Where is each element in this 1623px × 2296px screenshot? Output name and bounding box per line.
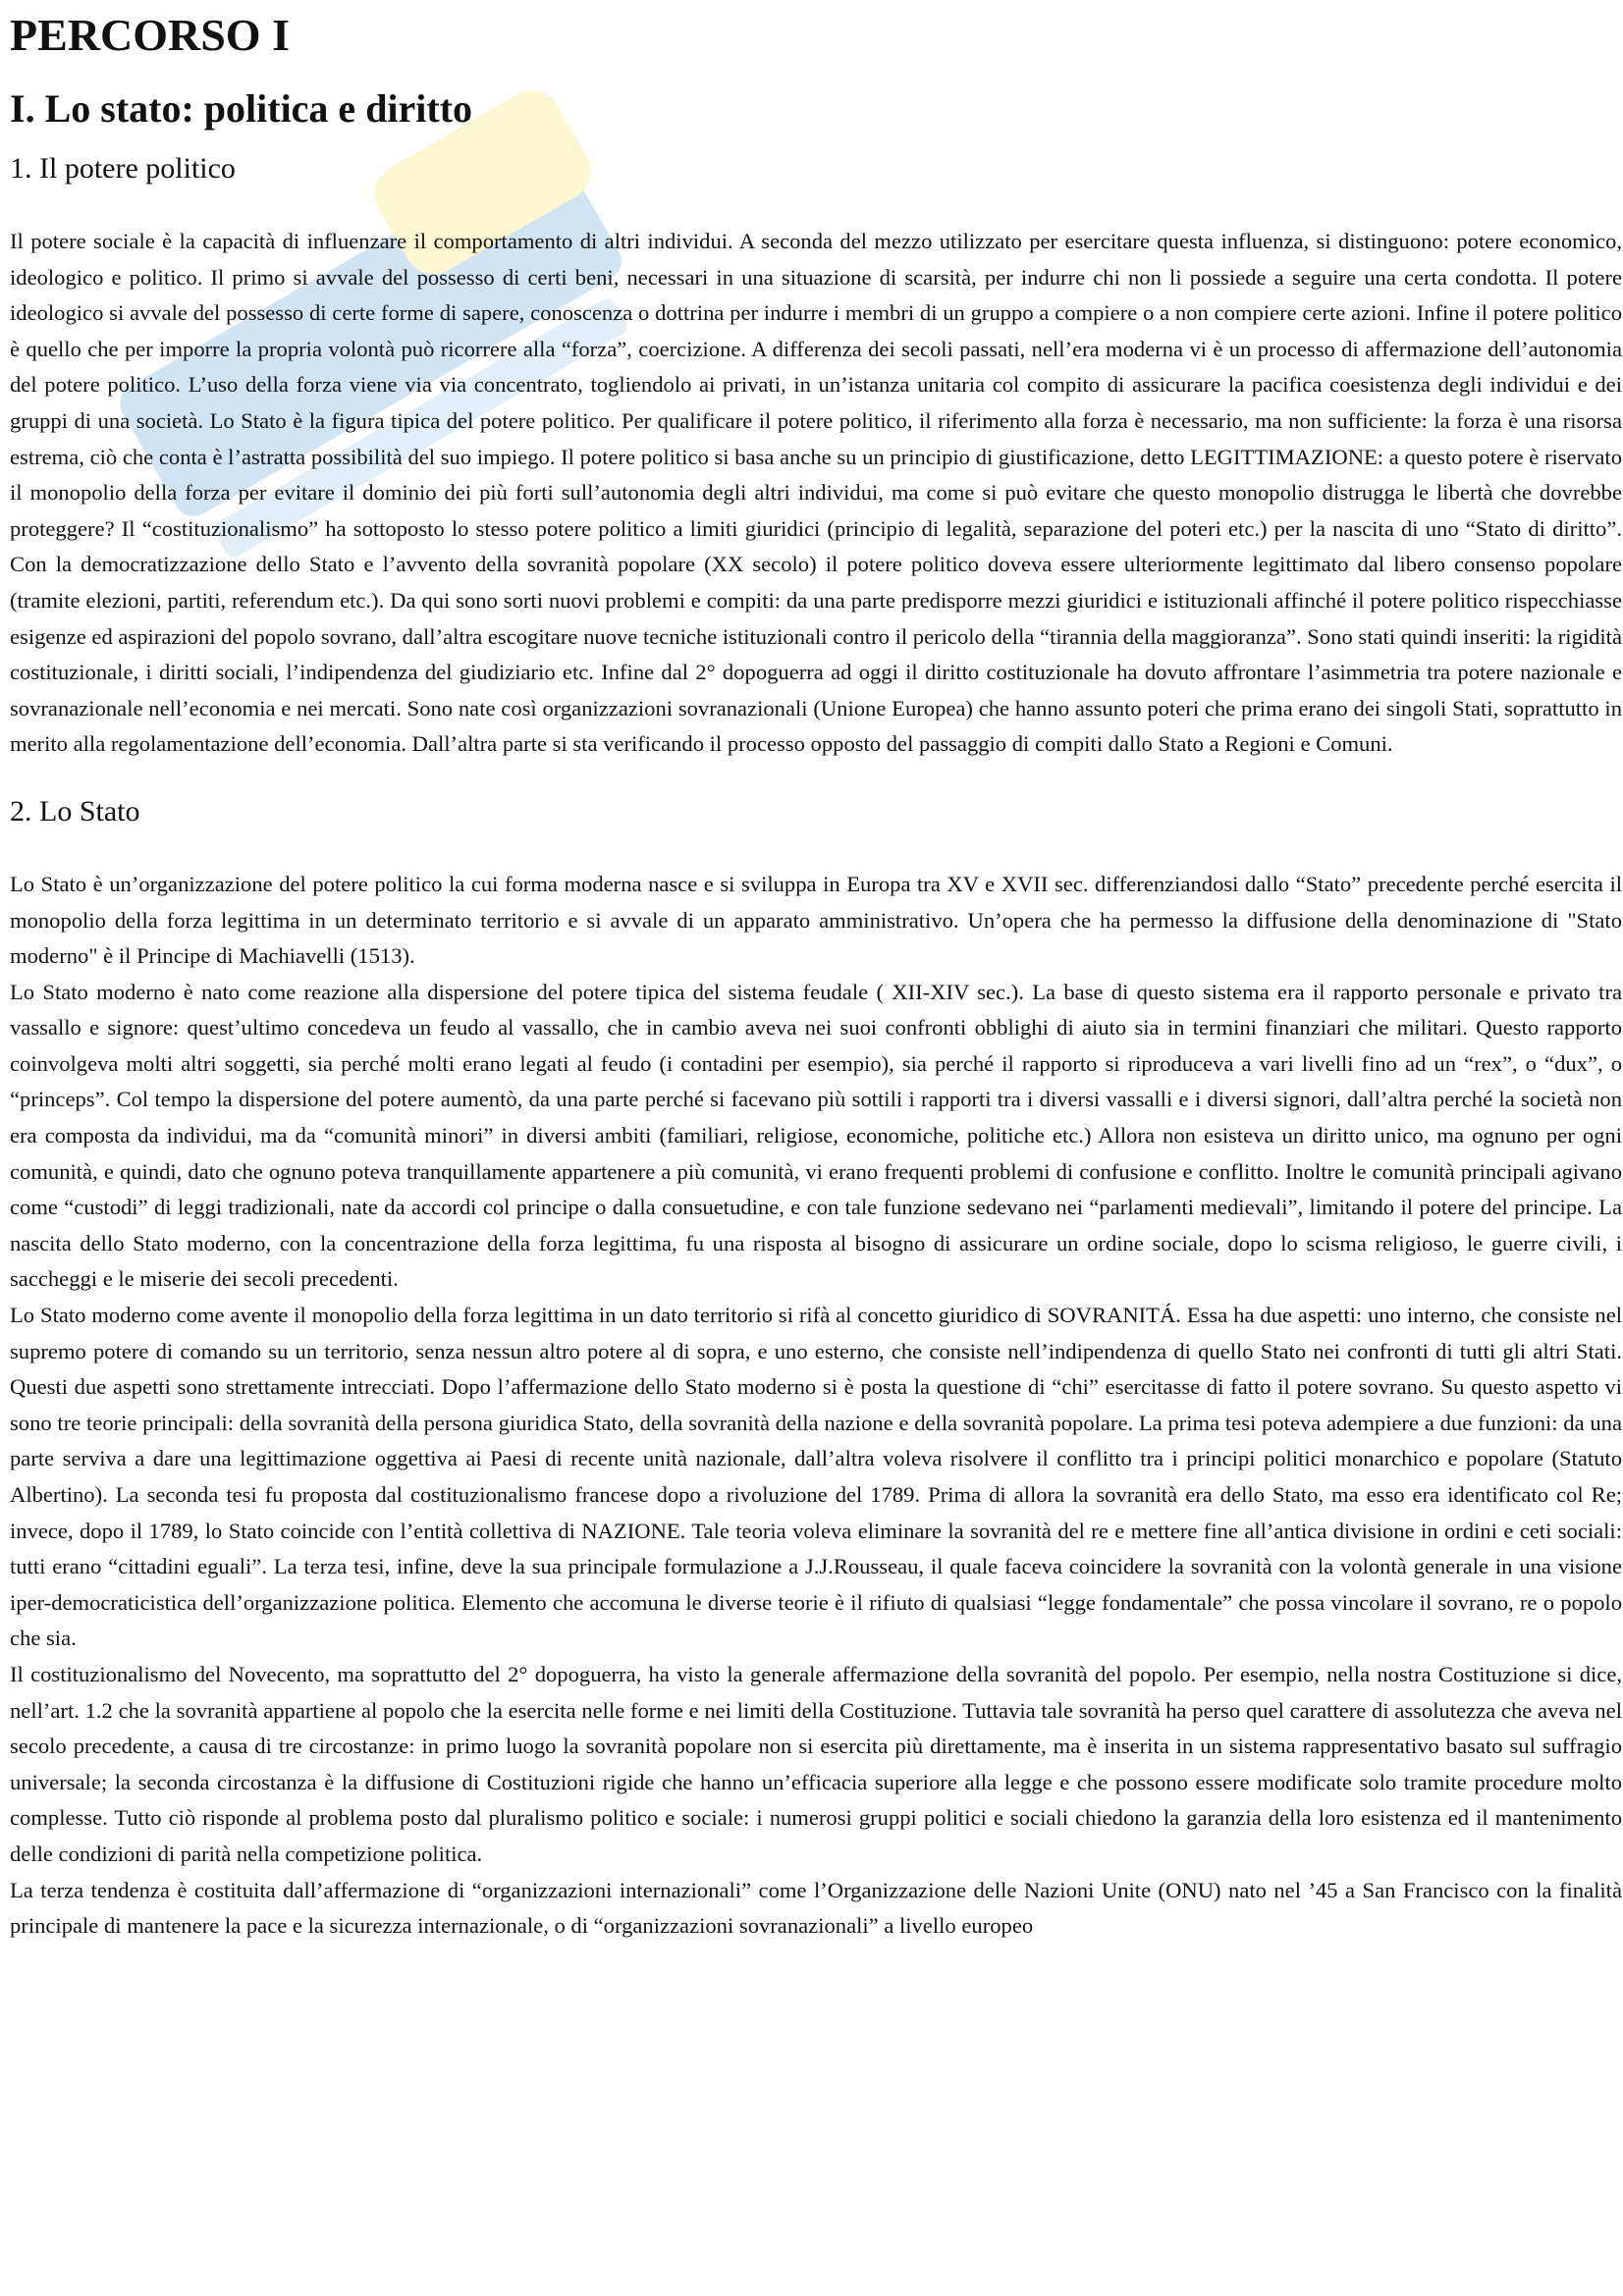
section-paragraph: La terza tendenza è costituita dall’affermazione di “organizzazioni internazionali” come l’Organizzazione delle Nazioni Unite (ONU) nato nel ’45 a San Francisco con la finalità principale di mantenere la pace e la sicurezza internazionale, o di “organizzazioni sovranazionali” a livello europeo (10, 1877, 1622, 1939)
document-page (10, 0, 1622, 1945)
section-paragraph: Il costituzionalismo del Novecento, ma soprattutto del 2° dopoguerra, ha visto la generale affermazione della sovranità del popolo. Per esempio, nella nostra Costituzione si dice, nell’art. 1.2 che la sovranità appartiene al popolo che la esercita nelle forme e nei limiti della Costituzione. Tuttavia tale sovranità ha perso quel carattere di assolutezza che aveva nel secolo precedente, a causa di tre circostanze: in primo luogo la sovranità popolare non si esercita più direttamente, ma è inserita in un sistema rappresentativo basato sul suffragio universale; la seconda circostanza è la diffusione di Costituzioni rigide che hanno un’efficacia superiore alla legge e che possono essere modificate solo tramite procedure molto complesse. Tutto ciò risponde al problema posto dal pluralismo politico e sociale: i numerosi gruppi politici e sociali chiedono la garanzia della loro esistenza ed il mantenimento delle condizioni di parità nella competizione politica. (10, 1661, 1622, 1866)
section-heading-potere-politico: 1. Il potere politico (10, 152, 236, 185)
section-paragraph: Lo Stato moderno è nato come reazione alla dispersione del potere tipica del sistema feudale ( XII-XIV sec.). La base di questo sistema era il rapporto personale e privato tra vassallo e signore: quest’ultimo concedeva un feudo al vassallo, che in cambio aveva nei suoi confronti obblighi di aiuto sia in termini finanziari che militari. Questo rapporto coinvolgeva molti altri soggetti, sia perché molti erano legati al feudo (i contadini per esempio), sia perché il rapporto si riproduceva a vari livelli fino ad un “rex”, o “dux”, o “princeps”. Col tempo la dispersione del potere aumentò, da una parte perché si facevano più sottili i rapporti tra i diversi vassalli e i diversi signori, dall’altra perché la società non era composta da individui, ma da “comunità minori” in diversi ambiti (familiari, religiose, economiche, politiche etc.) Allora non esisteva un diritto unico, ma ognuno per ogni comunità, e quindi, dato che ognuno poteva tranquillamente appartenere a più comunità, vi erano frequenti problemi di confusione e conflitto. Inoltre le comunità principali agivano come “custodi” di leggi tradizionali, nate da accordi col principe o dalla consuetudine, e con tale funzione sedevano nei “parlamenti medievali”, limitando il potere del principe. La nascita dello Stato moderno, con la concentrazione della forza legittima, fu una risposta al bisogno di assicurare un ordine sociale, dopo lo scisma religioso, le guerre civili, i saccheggi e le miserie dei secoli precedenti. (10, 979, 1622, 1292)
section-paragraph: Lo Stato è un’organizzazione del potere politico la cui forma moderna nasce e si sviluppa in Europa tra XV e XVII sec. differenziandosi dallo “Stato” precedente perché esercita il monopolio della forza legittima in un determinato territorio e si avvale di un apparato amministrativo. Un’opera che ha permesso la diffusione della denominazione di "Stato moderno" è il Principe di Machiavelli (1513). (10, 871, 1622, 969)
document-title: PERCORSO I (10, 10, 290, 60)
section-paragraph: Il potere sociale è la capacità di influenzare il comportamento di altri individui. A seconda del mezzo utilizzato per esercitare questa influenza, si distinguono: potere economico, ideologico e politico. Il primo si avvale del possesso di certi beni, necessari in una situazione di scarsità, per indurre chi non li possiede a seguire una certa condotta. Il potere ideologico si avvale del possesso di certe forme di sapere, conoscenza o dottrina per indurre i membri di un gruppo a compiere o a non compiere certe azioni. Infine il potere politico è quello che per imporre la propria volontà può ricorrere alla “forza”, coercizione. A differenza dei secoli passati, nell’era moderna vi è un processo di affermazione dell’autonomia del potere politico. L’uso della forza viene via via concentrato, togliendolo ai privati, in un’istanza unitaria col compito di assicurare la pacifica coesistenza degli individui e dei gruppi di una società. Lo Stato è la figura tipica del potere politico. Per qualificare il potere politico, il riferimento alla forza è necessario, ma non sufficiente: la forza è una risorsa estrema, ciò che conta è l’astratta possibilità del suo impiego. Il potere politico si basa anche su un principio di giustificazione, detto LEGITTIMAZIONE: a questo potere è riservato il monopolio della forza per evitare il dominio dei più forti sull’autonomia degli altri individui, ma come si può evitare che questo monopolio distrugga le libertà che dovrebbe proteggere? Il “costituzionalismo” ha sottoposto lo stesso potere politico a limiti giuridici (principio di legalità, separazione del poteri etc.) per la nascita di uno “Stato di diritto”. Con la democratizzazione dello Stato e l’avvento della sovranità popolare (XX secolo) il potere politico doveva essere ulteriormente legittimato dal libero consenso popolare (tramite elezioni, partiti, referendum etc.). Da qui sono sorti nuovi problemi e compiti: da una parte predisporre mezzi giuridici e istituzionali affinché il potere politico rispecchiasse esigenze ed aspirazioni del popolo sovrano, dall’altra escogitare nuove tecniche istituzionali contro il pericolo della “tirannia della maggioranza”. Sono stati quindi inseriti: la rigidità costituzionale, i diritti sociali, l’indipendenza del giudiziario etc. Infine dal 2° dopoguerra ad oggi il diritto costituzionale ha dovuto affrontare l’asimmetria tra potere nazionale e sovranazionale nell’economia e nei mercati. Sono nate così organizzazioni sovranazionali (Unione Europea) che hanno assunto poteri che prima erano dei singoli Stati, soprattutto in merito alla regolamentazione dell’economia. Dall’altra parte si sta verificando il processo opposto del passaggio di compiti dallo Stato a Regioni e Comuni. (10, 229, 1622, 757)
section-heading-lo-stato: 2. Lo Stato (10, 794, 140, 828)
chapter-heading: I. Lo stato: politica e diritto (10, 86, 473, 131)
section-paragraph: Lo Stato moderno come avente il monopolio della forza legittima in un dato territorio si rifà al concetto giuridico di SOVRANITÁ. Essa ha due aspetti: uno interno, che consiste nel supremo potere di comando su un territorio, senza nessun altro potere al di sopra, e uno esterno, che consiste nell’indipendenza di quello Stato nei confronti di tutti gli altri Stati. Questi due aspetti sono strettamente intrecciati. Dopo l’affermazione dello Stato moderno si è posta la questione di “chi” esercitasse di fatto il potere sovrano. Su questo aspetto vi sono tre teorie principali: della sovranità della persona giuridica Stato, della sovranità della nazione e della sovranità popolare. La prima tesi poteva adempiere a due funzioni: da una parte serviva a dare una legittimazione oggettiva ai Paesi di recente unità nazionale, dall’altra voleva risolvere il conflitto tra i principi politici monarchico e popolare (Statuto Albertino). La seconda tesi fu proposta dal costituzionalismo francese dopo a rivoluzione del 1789. Prima di allora la sovranità era dello Stato, ma esso era identificato col Re; invece, dopo il 1789, lo Stato coincide con l’entità collettiva di NAZIONE. Tale teoria voleva eliminare la sovranità del re e mettere fine all’antica divisione in ordini e ceti sociali: tutti erano “cittadini eguali”. La terza tesi, infine, deve la sua principale formulazione a J.J.Rousseau, il quale faceva coincidere la sovranità con la volontà generale in una visione iper-democraticistica dell’organizzazione politica. Elemento che accomuna le diverse teorie è il rifiuto di qualsiasi “legge fondamentale” che possa vincolare il sovrano, re o popolo che sia. (10, 1303, 1622, 1651)
